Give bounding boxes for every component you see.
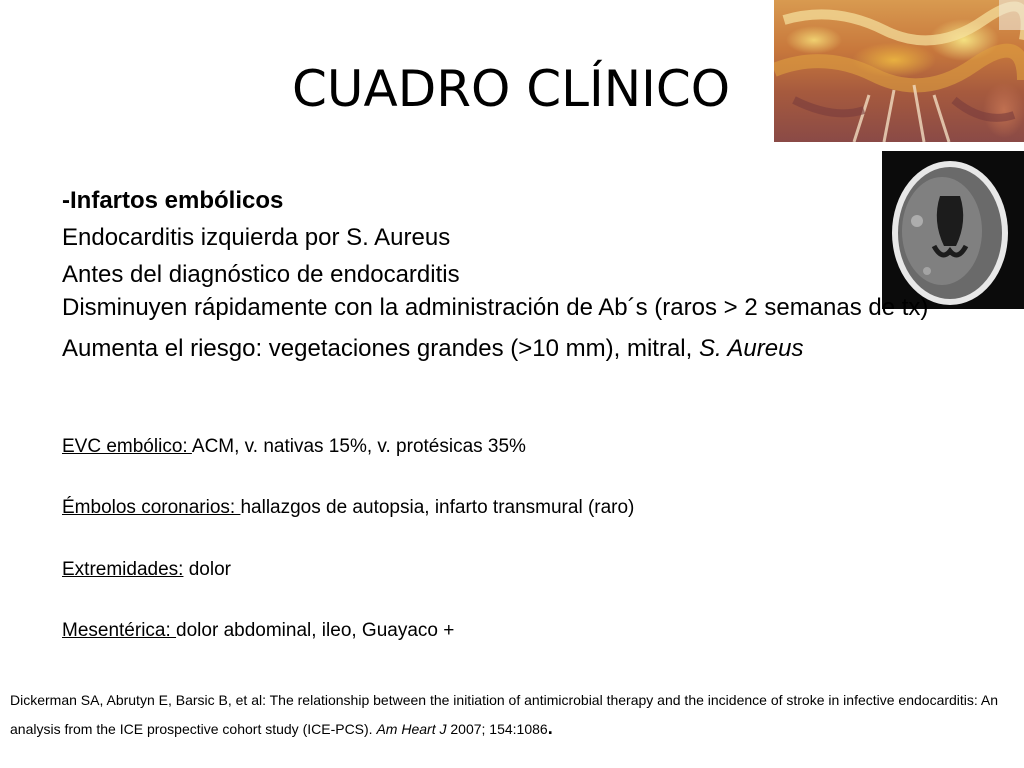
- section-evc-label: EVC embólico:: [62, 436, 192, 457]
- reference-end: .: [547, 718, 553, 738]
- bullet-line-4-text: Aumenta el riesgo: vegetaciones grandes (>10 mm), mitral,: [62, 335, 699, 362]
- reference-details: 2007; 154:1086: [446, 721, 548, 737]
- reference-text: Dickerman SA, Abrutyn E, Barsic B, et al: The relationship between the initiation of antimicrobial therapy and the incidence of stroke in infective endocarditis: An analysis from the ICE prospective cohort study (ICE-PCS).: [10, 692, 999, 737]
- section-extremities-text: dolor: [183, 559, 231, 580]
- section-evc: [62, 436, 526, 458]
- bullet-line-4-italic: S. Aureus: [698, 335, 804, 362]
- bullet-list: [62, 182, 962, 367]
- bullet-line-2: Antes del diagnóstico de endocarditis: [62, 261, 460, 288]
- section-extremities: [62, 559, 231, 581]
- bullet-heading: -Infartos embólicos: [62, 187, 284, 214]
- section-evc-text: ACM, v. nativas 15%, v. protésicas 35%: [191, 436, 526, 457]
- bullet-line-4: [62, 330, 962, 367]
- bullet-line-1: Endocarditis izquierda por S. Aureus: [62, 224, 451, 251]
- pathology-texture: [774, 0, 1024, 142]
- bullet-line-3: Disminuyen rápidamente con la administración de Ab´s (raros > 2 semanas de tx): [62, 294, 929, 321]
- slide-title: CUADRO CLÍNICO: [292, 60, 731, 118]
- section-mesenteric-label: Mesentérica:: [62, 620, 177, 641]
- reference-journal: Am Heart J: [376, 721, 447, 737]
- section-coronary: [62, 497, 634, 519]
- section-extremities-label: Extremidades:: [62, 559, 184, 580]
- section-mesenteric: [62, 620, 454, 642]
- section-coronary-label: Émbolos coronarios:: [62, 497, 241, 518]
- pathology-specimen-photo: [774, 0, 1024, 142]
- section-coronary-text: hallazgos de autopsia, infarto transmural (raro): [240, 497, 635, 518]
- section-mesenteric-text: dolor abdominal, ileo, Guayaco +: [176, 620, 455, 641]
- reference-citation: [10, 686, 1020, 743]
